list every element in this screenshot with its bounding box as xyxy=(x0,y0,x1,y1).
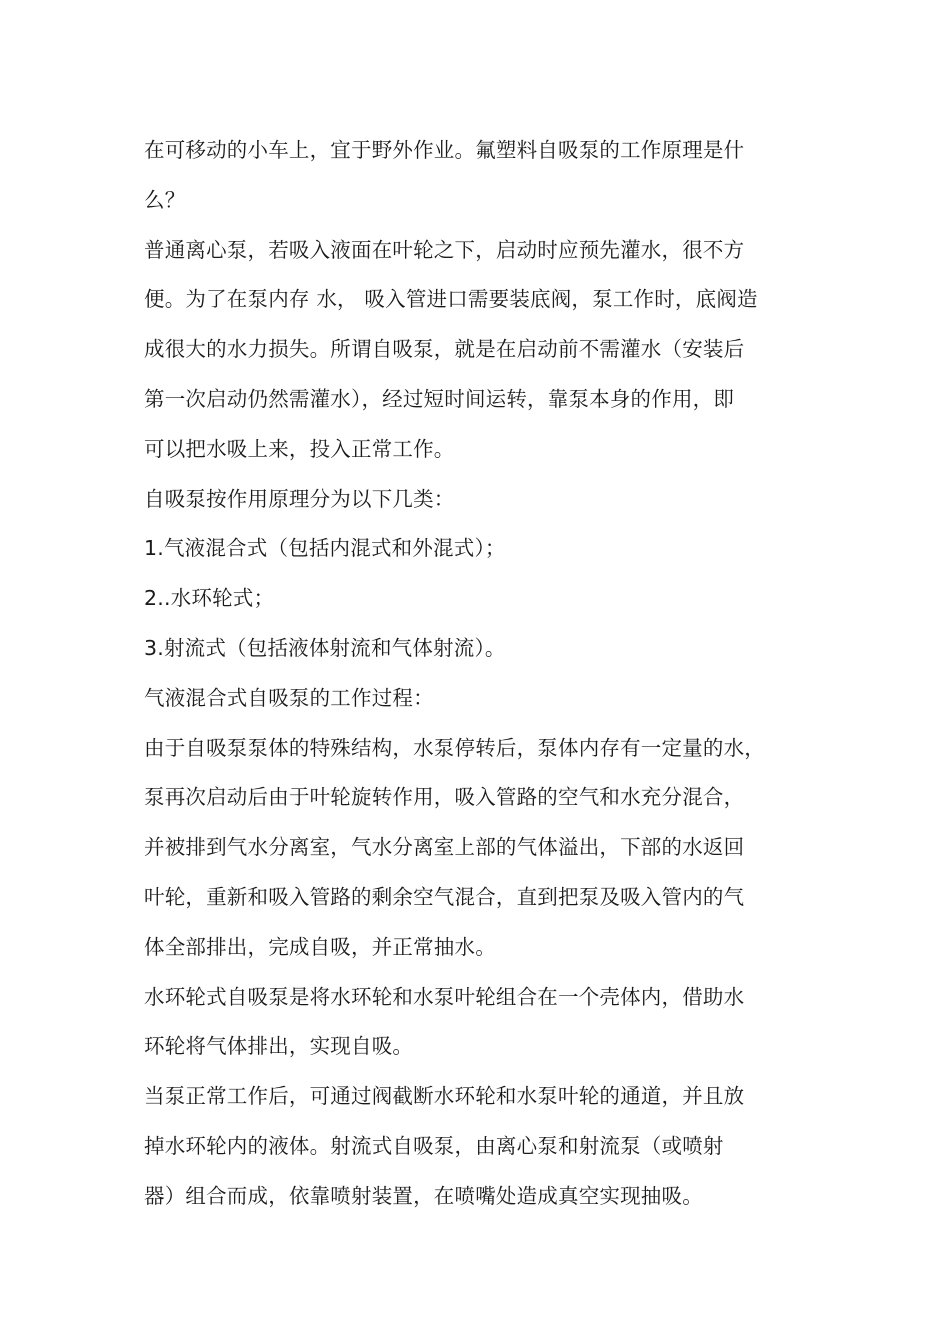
text-line: 叶轮，重新和吸入管路的剩余空气混合，直到把泵及吸入管内的气 xyxy=(144,884,745,909)
list-item-type-1 xyxy=(144,524,834,574)
text-line: 气液混合式自吸泵的工作过程： xyxy=(144,685,434,710)
paragraph-intro xyxy=(144,126,834,226)
text-line: 可以把水吸上来，投入正常工作。 xyxy=(144,436,455,461)
text-line: 1.气液混合式（包括内混式和外混式）； xyxy=(144,536,506,561)
paragraph-centrifugal-pump xyxy=(144,226,834,475)
text-line: 环轮将气体排出，实现自吸。 xyxy=(144,1034,414,1059)
document-body xyxy=(144,126,834,1222)
text-line: 当泵正常工作后，可通过阀截断水环轮和水泵叶轮的通道，并且放 xyxy=(144,1084,745,1109)
text-line: 体全部排出，完成自吸，并正常抽水。 xyxy=(144,934,496,959)
text-line: 掉水环轮内的液体。射流式自吸泵，由离心泵和射流泵（或喷射 xyxy=(144,1133,724,1158)
text-line: 么？ xyxy=(144,187,186,212)
text-line: 泵再次启动后由于叶轮旋转作用，吸入管路的空气和水充分混合， xyxy=(144,785,745,810)
text-line: 器）组合而成，依靠喷射装置，在喷嘴处造成真空实现抽吸。 xyxy=(144,1183,703,1208)
text-line: 成很大的水力损失。所谓自吸泵，就是在启动前不需灌水（安装后 xyxy=(144,337,745,362)
paragraph-classification xyxy=(144,475,834,525)
text-line: 水环轮式自吸泵是将水环轮和水泵叶轮组合在一个壳体内，借助水 xyxy=(144,984,745,1009)
text-line: 普通离心泵，若吸入液面在叶轮之下，启动时应预先灌水，很不方 xyxy=(144,237,745,262)
paragraph-water-ring xyxy=(144,973,834,1073)
text-line: 3.射流式（包括液体射流和气体射流）。 xyxy=(144,635,506,660)
list-item-type-3 xyxy=(144,624,834,674)
text-line: 在可移动的小车上，宜于野外作业。氟塑料自吸泵的工作原理是什 xyxy=(144,138,745,162)
paragraph-process xyxy=(144,724,834,973)
text-line: 由于自吸泵泵体的特殊结构，水泵停转后，泵体内存有一定量的水， xyxy=(144,735,765,760)
text-line: 便。为了在泵内存 水， 吸入管进口需要装底阀，泵工作时，底阀造 xyxy=(144,287,758,312)
paragraph-process-heading xyxy=(144,674,834,724)
list-item-type-2 xyxy=(144,574,834,624)
text-line: 并被排到气水分离室，气水分离室上部的气体溢出，下部的水返回 xyxy=(144,835,745,860)
text-line: 自吸泵按作用原理分为以下几类： xyxy=(144,486,455,511)
paragraph-jet xyxy=(144,1072,834,1221)
text-line: 2..水环轮式； xyxy=(144,586,275,611)
text-line: 第一次启动仍然需灌水），经过短时间运转，靠泵本身的作用，即 xyxy=(144,386,735,411)
